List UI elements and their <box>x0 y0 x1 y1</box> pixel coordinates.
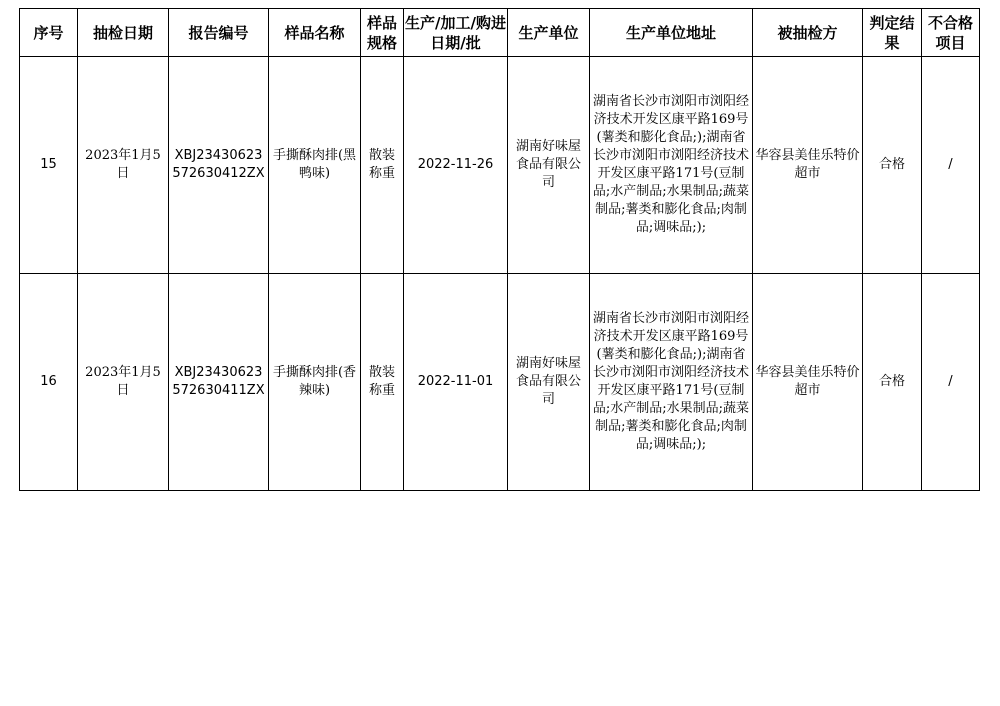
cell-unqualified: / <box>922 274 980 491</box>
cell-report-no: XBJ23430623572630412ZX <box>169 57 269 274</box>
cell-address: 湖南省长沙市浏阳市浏阳经济技术开发区康平路169号(薯类和膨化食品;);湖南省长沙市浏阳市浏阳经济技术开发区康平路171号(豆制品;水产制品;水果制品;蔬菜制品;薯类和膨化食品;肉制品;调味品;); <box>590 57 753 274</box>
cell-prod-date: 2022-11-26 <box>404 57 508 274</box>
cell-result: 合格 <box>863 57 922 274</box>
cell-address: 湖南省长沙市浏阳市浏阳经济技术开发区康平路169号(薯类和膨化食品;);湖南省长沙市浏阳市浏阳经济技术开发区康平路171号(豆制品;水产制品;水果制品;蔬菜制品;薯类和膨化食品;肉制品;调味品;); <box>590 274 753 491</box>
table-header <box>20 9 980 57</box>
header-product: 样品名称 <box>269 9 361 57</box>
header-producer: 生产单位 <box>508 9 590 57</box>
cell-product: 手撕酥肉排(黑鸭味) <box>269 57 361 274</box>
cell-report-no: XBJ23430623572630411ZX <box>169 274 269 491</box>
header-address: 生产单位地址 <box>590 9 753 57</box>
cell-result: 合格 <box>863 274 922 491</box>
cell-inspected: 华容县美佳乐特价超市 <box>753 57 863 274</box>
table-row <box>20 274 980 491</box>
header-row <box>20 9 980 57</box>
cell-spec: 散装称重 <box>361 274 404 491</box>
cell-inspected: 华容县美佳乐特价超市 <box>753 274 863 491</box>
cell-sample-date: 2023年1月5日 <box>78 274 169 491</box>
header-prod-date: 生产/加工/购进日期/批 <box>404 9 508 57</box>
header-unqualified: 不合格项目 <box>922 9 980 57</box>
inspection-results-table <box>19 8 980 491</box>
cell-sample-date: 2023年1月5日 <box>78 57 169 274</box>
header-seq: 序号 <box>20 9 78 57</box>
cell-producer: 湖南好味屋食品有限公司 <box>508 57 590 274</box>
cell-spec: 散装称重 <box>361 57 404 274</box>
cell-prod-date: 2022-11-01 <box>404 274 508 491</box>
header-spec: 样品规格 <box>361 9 404 57</box>
cell-producer: 湖南好味屋食品有限公司 <box>508 274 590 491</box>
cell-product: 手撕酥肉排(香辣味) <box>269 274 361 491</box>
header-inspected: 被抽检方 <box>753 9 863 57</box>
table-row <box>20 57 980 274</box>
header-result: 判定结果 <box>863 9 922 57</box>
cell-seq: 16 <box>20 274 78 491</box>
cell-unqualified: / <box>922 57 980 274</box>
cell-seq: 15 <box>20 57 78 274</box>
table-body <box>20 57 980 491</box>
header-sample-date: 抽检日期 <box>78 9 169 57</box>
header-report-no: 报告编号 <box>169 9 269 57</box>
